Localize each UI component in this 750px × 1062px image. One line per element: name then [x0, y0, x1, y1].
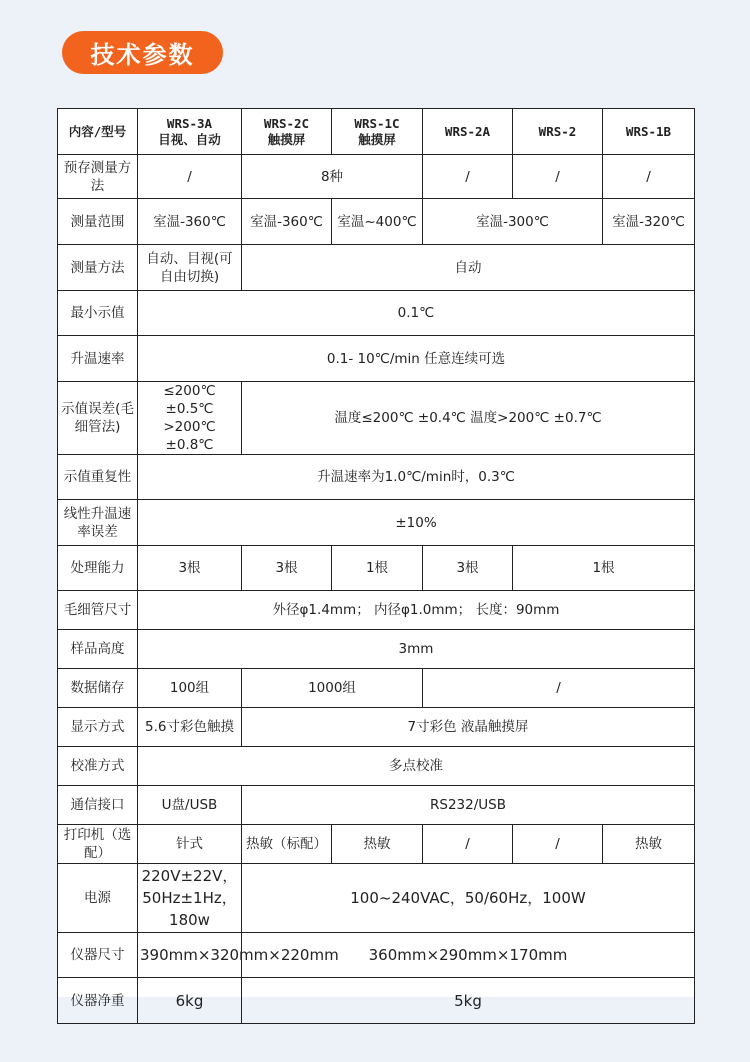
cell: 0.1℃ — [138, 291, 695, 336]
cell: / — [513, 155, 603, 199]
row-label: 通信接口 — [58, 786, 138, 825]
header-wrs-2: WRS-2 — [513, 109, 603, 155]
cell: 热敏 — [603, 825, 695, 864]
cell: 温度≤200℃ ±0.4℃ 温度>200℃ ±0.7℃ — [242, 382, 695, 455]
cell: 自动 — [242, 245, 695, 291]
cell: 室温~400℃ — [332, 199, 423, 245]
cell: / — [513, 825, 603, 864]
row-measure-method — [58, 245, 695, 291]
cell: 6kg — [138, 978, 242, 1024]
row-dimensions — [58, 933, 695, 978]
row-repeatability — [58, 455, 695, 500]
row-min-display — [58, 291, 695, 336]
cell: 220V±22V，50Hz±1Hz，180w — [138, 864, 242, 933]
cell: / — [138, 155, 242, 199]
header-wrs-1c: WRS-1C 触摸屏 — [332, 109, 423, 155]
row-label: 升温速率 — [58, 336, 138, 382]
cell: 外径φ1.4mm； 内径φ1.0mm； 长度：90mm — [138, 591, 695, 630]
cell: 室温-320℃ — [603, 199, 695, 245]
cell: 室温-360℃ — [138, 199, 242, 245]
row-label: 打印机（选配） — [58, 825, 138, 864]
header-wrs-1b: WRS-1B — [603, 109, 695, 155]
header-wrs-2a: WRS-2A — [423, 109, 513, 155]
cell: 8种 — [242, 155, 423, 199]
cell: ≤200℃±0.5℃ >200℃±0.8℃ — [138, 382, 242, 455]
cell: 热敏（标配） — [242, 825, 332, 864]
row-label: 示值误差(毛细管法) — [58, 382, 138, 455]
cell: 100组 — [138, 669, 242, 708]
cell: / — [423, 669, 695, 708]
cell: 升温速率为1.0℃/min时，0.3℃ — [138, 455, 695, 500]
spec-table-container — [57, 108, 694, 1010]
row-display-error — [58, 382, 695, 455]
cell: / — [423, 825, 513, 864]
row-label: 测量方法 — [58, 245, 138, 291]
cell: 针式 — [138, 825, 242, 864]
row-sample-height — [58, 630, 695, 669]
cell: / — [603, 155, 695, 199]
row-label: 最小示值 — [58, 291, 138, 336]
spec-table — [57, 108, 695, 1024]
cell: 室温-300℃ — [423, 199, 603, 245]
cell: 390mm×320mm×220mm — [138, 933, 242, 978]
row-label: 毛细管尺寸 — [58, 591, 138, 630]
cell: 5kg — [242, 978, 695, 1024]
cell: 5.6寸彩色触摸 — [138, 708, 242, 747]
row-heating-rate — [58, 336, 695, 382]
cell: ±10% — [138, 500, 695, 546]
header-row — [58, 109, 695, 155]
cell: 3根 — [138, 546, 242, 591]
header-wrs-2c: WRS-2C 触摸屏 — [242, 109, 332, 155]
row-printer — [58, 825, 695, 864]
row-display-mode — [58, 708, 695, 747]
row-data-storage — [58, 669, 695, 708]
section-title-badge — [62, 31, 223, 74]
row-capillary-size — [58, 591, 695, 630]
cell: 360mm×290mm×170mm — [242, 933, 695, 978]
row-label: 预存测量方法 — [58, 155, 138, 199]
cell: 0.1- 10℃/min 任意连续可选 — [138, 336, 695, 382]
row-calibration — [58, 747, 695, 786]
cell: 7寸彩色 液晶触摸屏 — [242, 708, 695, 747]
cell: 室温-360℃ — [242, 199, 332, 245]
cell: 1根 — [513, 546, 695, 591]
row-label: 显示方式 — [58, 708, 138, 747]
row-label: 仪器净重 — [58, 978, 138, 1024]
row-capacity — [58, 546, 695, 591]
row-label: 线性升温速率误差 — [58, 500, 138, 546]
cell: 3mm — [138, 630, 695, 669]
row-power — [58, 864, 695, 933]
cell: 自动、目视(可自由切换) — [138, 245, 242, 291]
cell: U盘/USB — [138, 786, 242, 825]
header-wrs-3a: WRS-3A 目视、自动 — [138, 109, 242, 155]
cell: 3根 — [242, 546, 332, 591]
cell: 100~240VAC，50/60Hz，100W — [242, 864, 695, 933]
row-label: 校准方式 — [58, 747, 138, 786]
row-interface — [58, 786, 695, 825]
row-label: 处理能力 — [58, 546, 138, 591]
cell: / — [423, 155, 513, 199]
row-weight — [58, 978, 695, 1024]
cell: 1000组 — [242, 669, 423, 708]
row-label: 数据储存 — [58, 669, 138, 708]
cell: 3根 — [423, 546, 513, 591]
row-linear-error — [58, 500, 695, 546]
cell: RS232/USB — [242, 786, 695, 825]
section-title: 技术参数 — [90, 41, 195, 69]
cell: 1根 — [332, 546, 423, 591]
row-label: 仪器尺寸 — [58, 933, 138, 978]
row-measure-range — [58, 199, 695, 245]
row-preset-methods — [58, 155, 695, 199]
cell: 多点校准 — [138, 747, 695, 786]
row-label: 电源 — [58, 864, 138, 933]
row-label: 测量范围 — [58, 199, 138, 245]
cell: 热敏 — [332, 825, 423, 864]
header-label: 内容/型号 — [58, 109, 138, 155]
row-label: 示值重复性 — [58, 455, 138, 500]
row-label: 样品高度 — [58, 630, 138, 669]
